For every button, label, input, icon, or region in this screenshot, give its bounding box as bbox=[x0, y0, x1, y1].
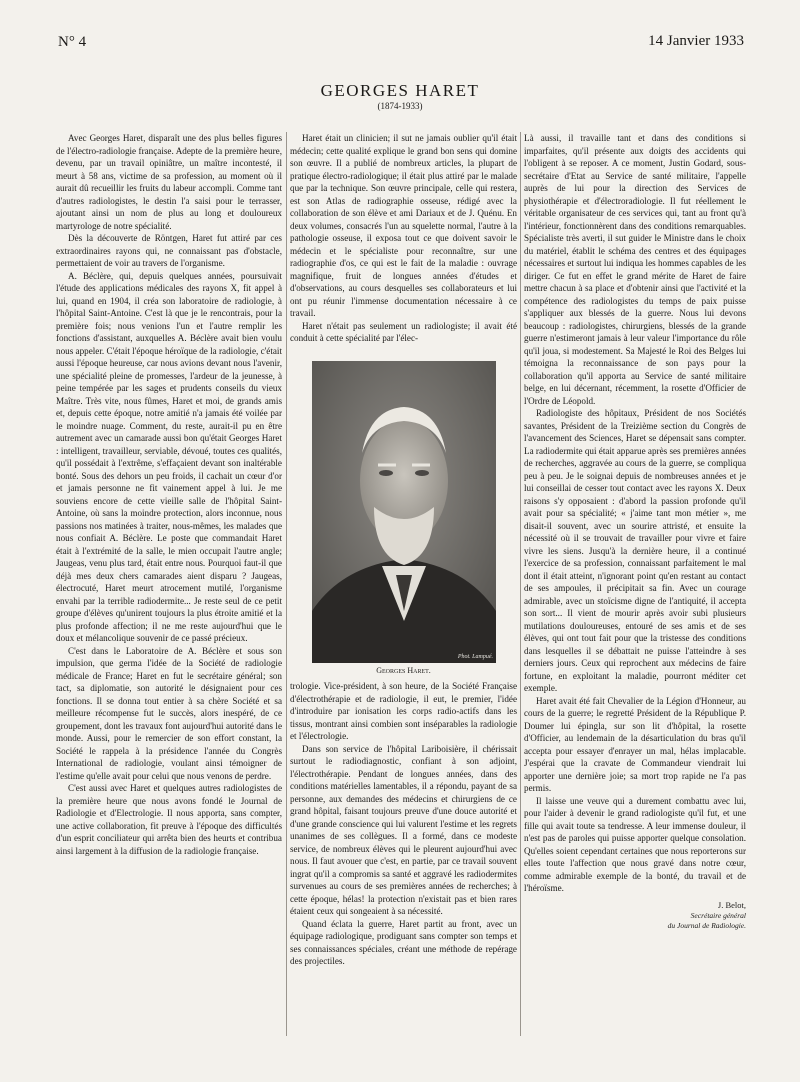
paragraph: C'est dans le Laboratoire de A. Béclère et sous son impulsion, que germa l'idée de la Société de radiologie médicale de France; Haret en fut le secrétaire général; son tact, sa diplomatie, son autorité le désignaient pour ces fonctions. Il se donna tout entier à sa chère Société et sa meilleure récompense fut le succès, alors inespéré, de ce groupement, dont les travaux font aujourd'hui autorité dans le monde. Aussi, pour le remercier de son effort constant, la Société le rappela à la présidence l'année du Congrès International de radiologie, voulant ainsi témoigner de l'estime qu'elle avait pour celui que nous venons de perdre. bbox=[56, 645, 282, 781]
paragraph: Là aussi, il travaille tant et dans des conditions si imparfaites, qu'il présente aux doigts des accidents qui l'obligent à se reposer. A ce moment, Justin Godard, sous-secrétaire d'Etat au Service de santé militaire, l'appelle auprès de lui pour la direction des Services de physiothérapie et d'électroradiologie. Il fut réellement le véritable organisateur de ces services qui, tant au front qu'à l'intérieur, fonctionnèrent dans des conditions remarquables. Spécialiste très averti, il sut guider le Ministre dans le choix du matériel, établit le schéma des centres et des équipages nécessaires et surtout lui indiqua les hommes capables de les diriger. Ce fut en effet le grand mérite de Haret de faire mettre chacun à sa place et d'obtenir ainsi que l'activité et la compétence des radiologistes du temps de paix puisse s'appliquer aux blessés de la guerre. Nous lui devons beaucoup : radiologistes, chirurgiens, blessés de la grande guerre n'estimeront jamais à leur valeur l'importance du rôle qu'il joua, si modestement. Sa Majesté le Roi des Belges lui témoigna la reconnaissance de son pays pour la collaboration qu'il apporta au Service de santé militaire belge, en lui décernant, récemment, la rosette d'Officier de l'Ordre de Léopold. bbox=[524, 133, 746, 406]
signature-name: J. Belot, bbox=[717, 899, 746, 910]
column-2-top bbox=[290, 132, 517, 345]
paragraph: Il laisse une veuve qui a durement combattu avec lui, pour l'aider à devenir le grand radiologiste qu'il fut, et une fille qui avait toute sa tendresse. A leur immense douleur, il n'est pas de paroles qui puisse apporter quelque consolation. Qu'elles soient cependant certaines que nous reporterons sur elles toute l'affection que nous gravé dans notre cœur, comme admirable exemple de la bonté, du travail et de l'héroïsme. bbox=[524, 795, 746, 893]
paragraph: Radiologiste des hôpitaux, Président de nos Sociétés savantes, Président de la Treizième section du Congrès de l'avancement des Sciences, Haret se dépensait sans compter. La radiodermite qui était apparue après ses premières années de recherches, aggravée au cours de la guerre, se compliqua peu à peu. Je le soignai depuis de nombreuses années et je lui conseillai de cesser tout contact avec les rayons X. Deux raisons s'y opposaient : d'abord la passion profonde qu'il avait pour sa spécialité; « j'aime tant mon métier », me disait-il souvent, avec un sourire attristé, et ensuite la nécessité où il se trouvait de travailler pour vivre et faire vivre les siens. Jusqu'à la dernière heure, il a continué l'exercice de sa profession, connaissant parfaitement le mal dont il était atteint, n'ignorant point qu'en restant au contact de ses ampoules, il précipitait sa fin. Avec un courage admirable, avec un stoïcisme digne de l'antiquité, il accepta son sort... Il vient de mourir après avoir subi plusieurs mutilations douloureuses, entouré de ses amis et de ses élèves, qui ont tout fait pour que la tristesse des conditions dans lesquelles il se débattait ne puisse l'atteindre à ses derniers jours. Ceux qui reprochent aux médecins de faire fortune, en exploitant la maladie, pourront méditer cet exemple. bbox=[524, 408, 746, 693]
paragraph: Dans son service de l'hôpital Lariboisière, il chérissait surtout le radiodiagnostic, confiant à son adjoint, l'électrothérapie. Pendant de longues années, dans des conditions matérielles lamentables, il a répondu, payant de sa personne, aux demandes des médecins et chirurgiens de ce grand hôpital, faisant toujours preuve d'une douce autorité et d'une grande conscience qui lui valurent l'estime et les regrets unanimes de ses collègues. Il a formé, dans ce modeste service, de nombreux élèves qui le pleurent aujourd'hui avec nous. Il faut avouer que c'est, en partie, par ce travail souvent ingrat qu'il a compromis sa santé et aggravé les radiodermites survenues au cours de ses premières années de recherches; à cette époque, hélas! la protection n'existait pas et bien rares étaient ceux qui songeaient à sa nécessité. bbox=[290, 743, 517, 916]
issue-date: 14 Janvier 1933 bbox=[648, 33, 744, 49]
article-dates: (1874-1933) bbox=[377, 101, 423, 111]
paragraph: A. Béclère, qui, depuis quelques années, poursuivait l'étude des applications médicales des rayons X, fit appel à lui, quand en 1904, il créa son laboratoire de radiologie, à l'hôpital Saint-Antoine. C'est là que je le rencontrais, pour la première fois; nous venions l'un et l'autre remplir les fonctions d'assistant, auxquelles A. Béclère avait bien voulu nous appeler. C'était l'époque héroïque de la radiologie, c'était aussi l'époque heureuse, car nous avions devant nous l'avenir, une spécialité pleine de promesses, l'ardeur de la jeunesse, à peine tempérée par les sages et prudents conseils du vieux Maître. Très vite, nous fûmes, Haret et moi, de grands amis et, depuis cette époque, notre amitié n'a jamais été voilée par le moindre nuage. Comment, du reste, aurait-il pu en être autrement avec un camarade aussi bon qu'était Georges Haret : intelligent, travailleur, serviable, dévoué, toutes ces qualités, qu'il possédait à l'extrême, s'effaçaient devant son inaltérable bonté. Sous des dehors un peu froids, il cachait un cœur d'or et jamais personne ne fit vainement appel à lui. Je me souviens encore de cette vieille salle de l'hôpital Saint-Antoine, où sans la moindre protection, alors inconnue, nous passions nos matinées à traiter, nous-mêmes, les malades que nous confiait A. Béclère. Le poste que commandait Haret était à l'extrémité de la salle, le mien occupait l'autre angle; Jaugeas, venu plus tard, était entre nous. Pourquoi faut-il que déjà mes deux chers camarades aient disparu ? Jaugeas, électrocuté, Haret meurt atrocement mutilé, l'organisme envahi par la terrible radiodermite... Je reste seul de ce petit groupe d'élèves qu'unirent toujours la plus étroite amitié et la plus profonde affection; il ne me reste aujourd'hui que le doux et mélancolique souvenir de ce passé précieux. bbox=[56, 270, 282, 643]
paragraph: Haret était un clinicien; il sut ne jamais oublier qu'il était médecin; cette qualité explique le grand bon sens qui domine son œuvre. Il a publié de nombreux articles, la plupart de pratique électro-radiologique; il était plus attiré par le malade que par la technique. Son œuvre principale, celle qui restera, est son Atlas de radiographie osseuse, rédigé avec la collaboration de son élève et ami Dariaux et de J. Quénu. En deux volumes, consacrés l'un au squelette normal, l'autre à la pathologie osseuse, il exposa tout ce que doivent savoir le médecin et le spécialiste pour reconnaître, sur une radiographie d'os, ce qui est le fait de la maladie : ouvrage magnifique, fruit de longues années d'études et d'observations, au cours desquelles ses collaborateurs et lui ont pu réunir l'immense documentation nécessaire à ce travail. bbox=[290, 133, 517, 318]
column-3 bbox=[524, 132, 746, 931]
portrait-image bbox=[312, 361, 496, 663]
paragraph: trologie. Vice-président, à son heure, de la Société Française d'électrothérapie et de radiologie, il eut, le premier, l'idée d'introduire par ionisation les corps radio-actifs dans les tissus, montrant ainsi combien sont inséparables la radiologie et l'électrologie. bbox=[290, 681, 517, 741]
signature-journal: du Journal de Radiologie. bbox=[667, 921, 746, 930]
paragraph: Avec Georges Haret, disparaît une des plus belles figures de l'électro-radiologie française. Adepte de la première heure, devenu, par un travail opiniâtre, un maître incontesté, il meurt à 58 ans, victime de sa profession, au moment où il aurait dû recueillir les fruits du labeur accompli. Comme tant d'autres radiologistes, le destin l'a saisi pour le terrasser, ajoutant ainsi un nom de plus au long et douloureux martyrologe de notre spécialité. bbox=[56, 133, 282, 231]
column-divider bbox=[520, 132, 521, 1036]
paragraph: Haret n'était pas seulement un radiologiste; il avait été conduit à cette spécialité par l'élec- bbox=[290, 320, 517, 343]
paragraph: Haret avait été fait Chevalier de la Légion d'Honneur, au cours de la guerre; le regretté Président de la République P. Doumer lui épingla, sur son lit d'hôpital, la rosette d'Officier, au lendemain de la désarticulation du bras qu'il accepta pour essayer d'enrayer un mal, hélas implacable. J'espérai que la cravate de Commandeur viendrait lui apporter une dernière joie; sa mort trop rapide ne l'a pas permis. bbox=[524, 695, 746, 793]
column-divider bbox=[286, 132, 287, 1036]
paragraph: Dès la découverte de Röntgen, Haret fut attiré par ces extraordinaires rayons qui, ne connaissant pas d'obstacle, permettaient de voir au travers de l'organisme. bbox=[56, 233, 282, 268]
column-1 bbox=[56, 132, 282, 857]
paragraph: C'est aussi avec Haret et quelques autres radiologistes de la première heure que nous avons fondé le Journal de Radiologie et d'Electrologie. Il nous apporta, sans compter, une active collaboration, fit preuve à l'époque des difficultés d'un esprit conciliateur qui arrêta bien des heurts et contribua ainsi largement à la diffusion de la radiologie française. bbox=[56, 783, 282, 856]
paragraph: Quand éclata la guerre, Haret partit au front, avec un équipage radiologique, prodiguant sans compter son temps et ses connaissances spéciales, créant une méthode de repérage des projectiles. bbox=[290, 918, 517, 966]
article-title: GEORGES HARET bbox=[320, 81, 480, 100]
photo-caption: Georges Haret. bbox=[376, 666, 431, 675]
signature-role: Secrétaire général bbox=[690, 911, 746, 920]
column-2-bottom bbox=[290, 680, 517, 968]
portrait-photo bbox=[312, 361, 496, 663]
photo-credit: Phot. Lampué. bbox=[457, 654, 493, 660]
issue-number: N° 4 bbox=[58, 34, 87, 50]
